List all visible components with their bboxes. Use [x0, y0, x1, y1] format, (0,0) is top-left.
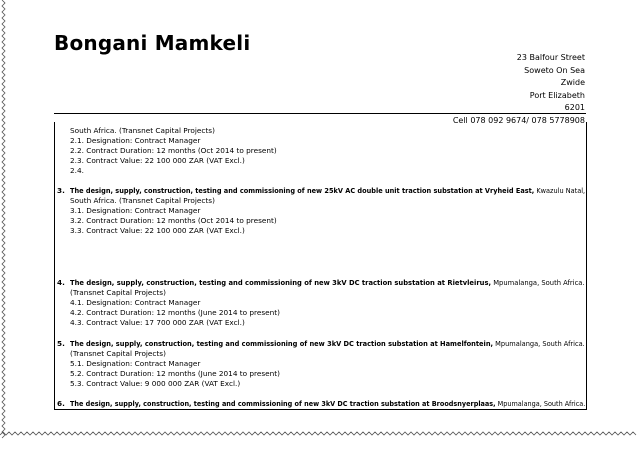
item-detail: 4.2. Contract Duration: 12 months (June 2014 to present): [70, 308, 281, 317]
left-zigzag-border: [0, 0, 8, 440]
item-heading: [70, 186, 585, 196]
item-heading: [70, 339, 585, 349]
item-title: The design, supply, construction, testing and commissioning of new 3kV DC traction substation at Rietvleirus,: [70, 278, 492, 287]
item-heading: [70, 278, 585, 288]
item-title: The design, supply, construction, testing and commissioning of new 25kV AC double unit traction substation at Vryheid East,: [70, 186, 535, 195]
item-detail: 4.1. Designation: Contract Manager: [70, 298, 201, 307]
item-detail: 5.2. Contract Duration: 12 months (June 2014 to present): [70, 369, 281, 378]
item-detail: 2.1. Designation: Contract Manager: [70, 136, 201, 145]
item-detail: 2.3. Contract Value: 22 100 000 ZAR (VAT Excl.): [70, 156, 245, 165]
bottom-zigzag-border: [0, 430, 638, 438]
item-detail: 2.4.: [70, 166, 84, 175]
author-name: Bongani Mamkeli: [54, 31, 251, 55]
item-location: Mpumalanga, South Africa.: [493, 339, 585, 348]
item-detail: 5.3. Contract Value: 9 000 000 ZAR (VAT Excl.): [70, 379, 241, 388]
item-heading: [70, 399, 585, 409]
item-title: The design, supply, construction, testing and commissioning of new 3kV DC traction substation at Broodsnyerplaas,: [70, 399, 496, 408]
address-line: Zwide: [560, 78, 585, 88]
item-detail: 3.1. Designation: Contract Manager: [70, 206, 201, 215]
address-line: Port Elizabeth: [529, 90, 585, 100]
item-number: 5.: [57, 339, 65, 348]
item-title: The design, supply, construction, testing and commissioning of new 3kV DC traction substation at Hamelfontein,: [70, 339, 494, 348]
item-location: Mpumalanga, South Africa.: [495, 399, 586, 408]
item-continuation: South Africa. (Transnet Capital Projects): [70, 126, 215, 135]
address-line: 23 Balfour Street: [516, 53, 585, 62]
item-number: 4.: [57, 278, 65, 287]
item-number: 6.: [57, 399, 65, 408]
item-number: 3.: [57, 186, 65, 195]
item-continuation: (Transnet Capital Projects): [70, 349, 166, 358]
item-detail: 2.2. Contract Duration: 12 months (Oct 2014 to present): [70, 146, 277, 155]
address-block: [453, 52, 585, 128]
item-location: Kwazulu Natal,: [534, 186, 586, 195]
phone-line: Cell 078 092 9674/ 078 5778908: [452, 115, 585, 125]
item-location: Mpumalanga, South Africa.: [491, 278, 585, 287]
item-detail: 3.3. Contract Value: 22 100 000 ZAR (VAT Excl.): [70, 226, 245, 235]
address-line: 6201: [564, 103, 585, 113]
item-detail: 3.2. Contract Duration: 12 months (Oct 2014 to present): [70, 216, 277, 225]
item-continuation: South Africa. (Transnet Capital Projects): [70, 196, 215, 205]
item-detail: 4.3. Contract Value: 17 700 000 ZAR (VAT Excl.): [70, 318, 245, 327]
item-continuation: (Transnet Capital Projects): [70, 288, 166, 297]
item-detail: 5.1. Designation: Contract Manager: [70, 359, 201, 368]
header-divider: [54, 113, 586, 114]
address-line: Soweto On Sea: [524, 65, 585, 75]
